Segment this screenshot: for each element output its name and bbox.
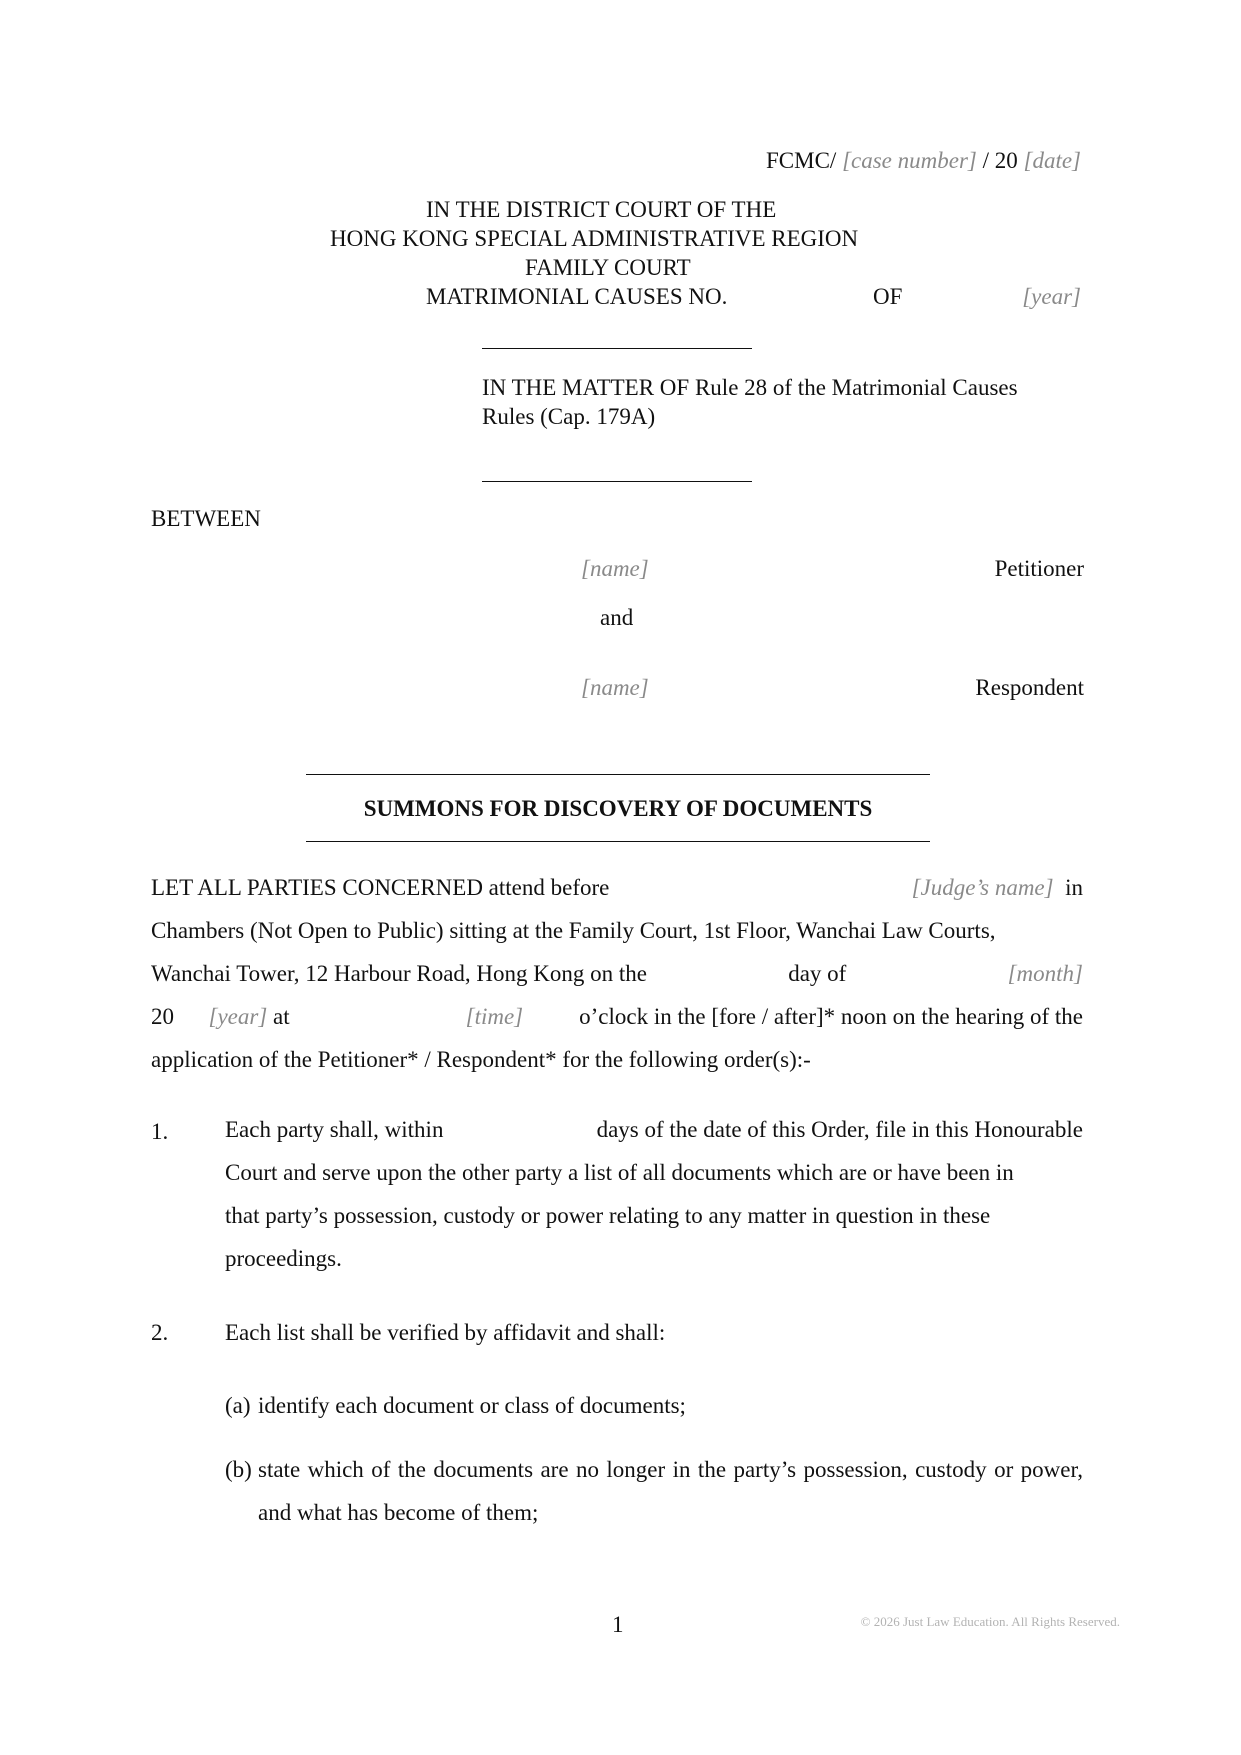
sub-item-a-label: (a) [225, 1393, 251, 1418]
order-1-line-1 [225, 1108, 1083, 1151]
causes-year-placeholder[interactable]: [year] [1022, 284, 1081, 309]
order-2-number: 2. [151, 1320, 169, 1345]
order-1-line-1-end: days of the date of this Order, file in this Honourable [596, 1117, 1083, 1142]
sub-item-b-label: (b) [225, 1457, 252, 1482]
matter-line-1: IN THE MATTER OF Rule 28 of the Matrimonial Causes [482, 375, 1018, 400]
intro-line-1-end [912, 866, 1083, 909]
intro-line-5-text: application of the Petitioner* / Respondent* for the following order(s):- [151, 1047, 811, 1072]
court-line-1: IN THE DISTRICT COURT OF THE [426, 197, 777, 222]
sub-item-b-text: state which of the documents are no longer in the party’s possession, custody or power, and what has become of them; [258, 1457, 1083, 1525]
intro-line-3-text: Wanchai Tower, 12 Harbour Road, Hong Kong on the [151, 961, 647, 986]
title-rule-bottom [306, 841, 930, 842]
order-1-body [225, 1108, 1083, 1280]
respondent-name-placeholder[interactable]: [name] [581, 675, 649, 700]
case-reference [766, 148, 1081, 174]
matter-line-2: Rules (Cap. 179A) [482, 404, 656, 429]
title-rule-top [306, 774, 930, 775]
date-placeholder[interactable]: [date] [1023, 148, 1081, 173]
intro-line-2-text: Chambers (Not Open to Public) sitting at the Family Court, 1st Floor, Wanchai Law Courts, [151, 918, 996, 943]
intro-20: 20 [151, 1004, 174, 1029]
fcmc-label: FCMC/ [765, 148, 837, 173]
time-placeholder[interactable]: [time] [465, 1004, 524, 1029]
order-2-text: Each list shall be verified by affidavit and shall: [225, 1320, 666, 1345]
petitioner-name-placeholder[interactable]: [name] [581, 556, 649, 581]
intro-line-1-text: LET ALL PARTIES CONCERNED attend before [151, 875, 610, 900]
divider-top [482, 348, 752, 349]
intro-line-4 [151, 995, 1083, 1038]
court-line-3: FAMILY COURT [525, 255, 691, 280]
document-title: SUMMONS FOR DISCOVERY OF DOCUMENTS [363, 796, 873, 821]
sub-item-a-text: identify each document or class of documents; [258, 1393, 686, 1418]
year-prefix: / 20 [982, 148, 1018, 173]
order-1-line-3-text: that party’s possession, custody or power relating to any matter in question in these [225, 1203, 991, 1228]
intro-paragraph [151, 866, 1083, 1081]
order-1-line-2-text: Court and serve upon the other party a list of all documents which are or have been in [225, 1160, 1014, 1185]
divider-middle [482, 481, 752, 482]
intro-in: in [1065, 875, 1083, 900]
order-1-line-3 [225, 1194, 1083, 1237]
intro-day-of: day of [788, 961, 847, 986]
respondent-label: Respondent [975, 675, 1084, 700]
order-1-line-2 [225, 1151, 1083, 1194]
order-1-line-1-start: Each party shall, within [225, 1117, 444, 1142]
and-label: and [600, 605, 634, 630]
sub-item-a [225, 1384, 1083, 1427]
intro-at: at [273, 1004, 290, 1029]
causes-label: MATRIMONIAL CAUSES NO. [426, 284, 728, 309]
intro-line-2 [151, 909, 1083, 952]
court-line-2: HONG KONG SPECIAL ADMINISTRATIVE REGION [330, 226, 859, 251]
judge-name-placeholder[interactable]: [Judge’s name] [911, 875, 1054, 900]
causes-of: OF [873, 284, 903, 309]
month-placeholder[interactable]: [month] [1007, 961, 1083, 986]
intro-line-5 [151, 1038, 1083, 1081]
intro-line-3 [151, 952, 1083, 995]
page-number: 1 [612, 1612, 624, 1637]
sub-item-b [225, 1448, 1083, 1534]
hearing-year-placeholder[interactable]: [year] [208, 1004, 268, 1029]
petitioner-label: Petitioner [994, 556, 1084, 581]
copyright-notice: © 2026 Just Law Education. All Rights Reserved. [860, 1614, 1120, 1629]
order-1-number: 1. [151, 1119, 169, 1144]
intro-line-1 [151, 866, 1083, 909]
case-number-placeholder[interactable]: [case number] [842, 148, 977, 173]
intro-line-4-start [151, 995, 290, 1038]
order-1-line-4 [225, 1237, 1083, 1280]
intro-line-4-end: o’clock in the [fore / after]* noon on the hearing of the [579, 1004, 1083, 1029]
between-label: BETWEEN [151, 506, 261, 531]
order-1-line-4-text: proceedings. [225, 1246, 342, 1271]
